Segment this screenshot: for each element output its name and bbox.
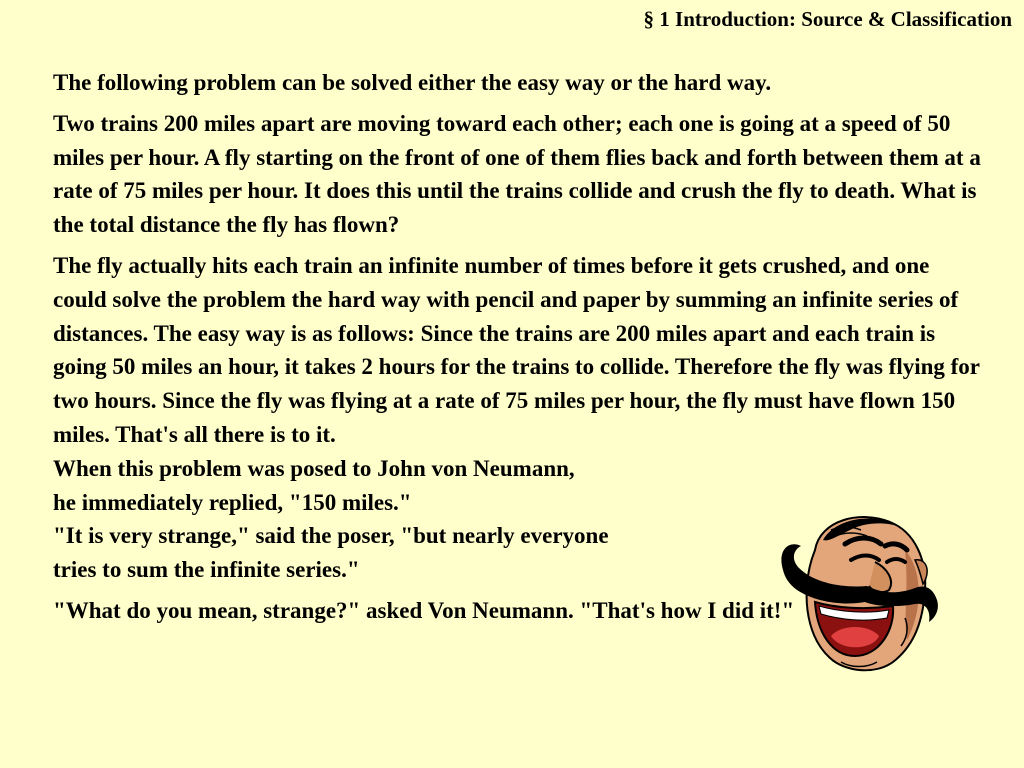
anecdote-line: tries to sum the infinite series." (53, 557, 360, 583)
section-title: § 1 Introduction: Source & Classification (643, 7, 1012, 31)
anecdote-line: When this problem was posed to John von Neumann, (53, 455, 575, 481)
intro-paragraph: The following problem can be solved either the easy way or the hard way. (53, 70, 772, 95)
anecdote-line: "It is very strange," said the poser, "but nearly everyone (53, 523, 609, 549)
problem-paragraph: Two trains 200 miles apart are moving toward each other; each one is going at a speed of 50 miles per hour. A fly starting on the front of one of them flies back and forth between them at a rate of 75 miles per hour. It does this until the trains collide and crush the fly to death. What is the total distance the fly has flown? (53, 110, 981, 238)
solution-paragraph: The fly actually hits each train an infinite number of times before it gets crushed, and one could solve the problem the hard way with pencil and paper by summing an infinite series of distances. The easy way is as follows: Since the trains are 200 miles apart and each train is going 50 miles an hour, it takes 2 hours for the trains to collide. Therefore the fly was flying for two hours. Since the fly was flying at a rate of 75 miles per hour, the fly must have flown 150 miles. That's all there is to it. (53, 252, 980, 447)
anecdote-line: he immediately replied, "150 miles." (53, 489, 412, 515)
laughing-face-icon (775, 510, 945, 675)
punchline-paragraph: "What do you mean, strange?" asked Von Neumann. "That's how I did it!" (53, 597, 795, 623)
